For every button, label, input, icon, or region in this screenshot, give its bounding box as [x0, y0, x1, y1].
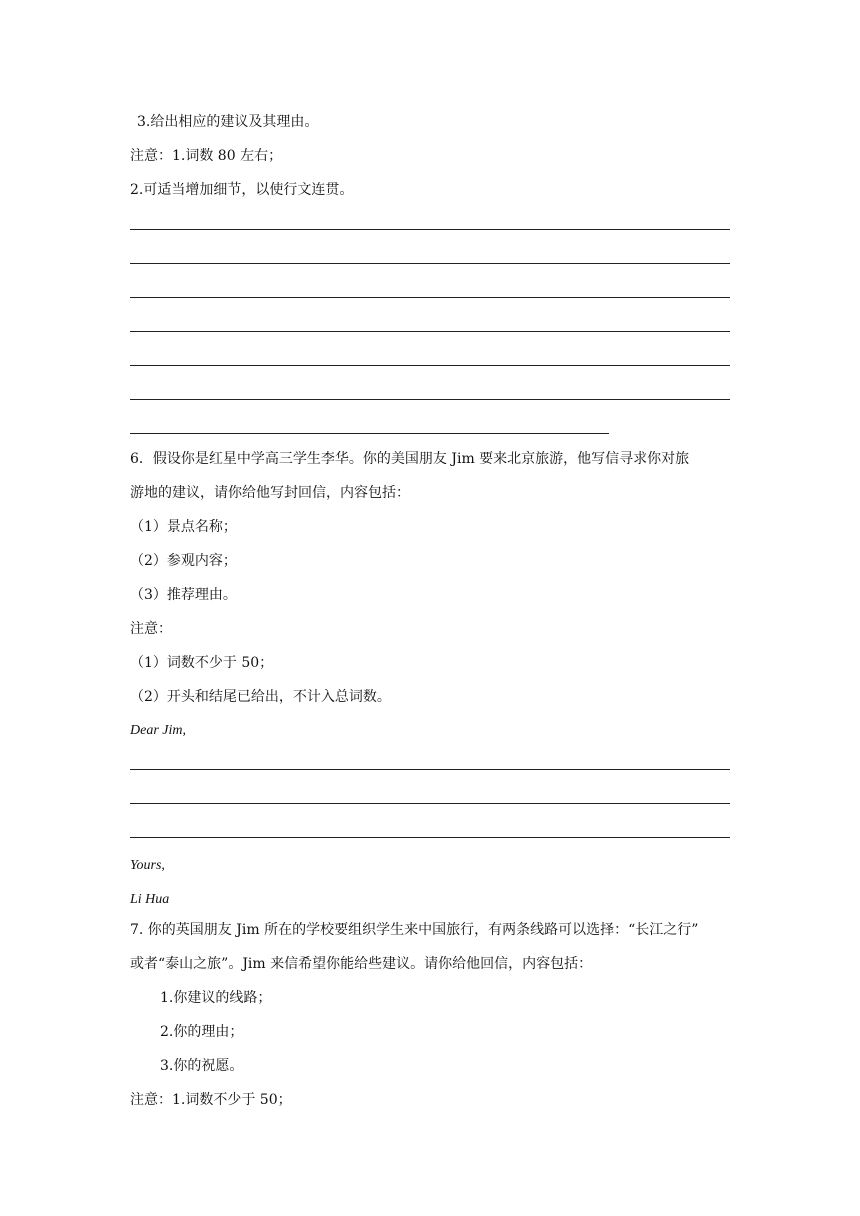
q6-signature: Li Hua: [130, 892, 170, 907]
q6-closing: Yours,: [130, 858, 165, 873]
q6-notes-label: 注意：: [130, 621, 172, 637]
requirement-item-3: 3.给出相应的建议及其理由。: [137, 114, 319, 130]
q6-item-1: （1）景点名称；: [130, 519, 237, 535]
answer-line[interactable]: [130, 433, 609, 434]
q6-prompt-line2: 游地的建议，请你给他写封回信，内容包括：: [130, 485, 410, 501]
answer-line[interactable]: [130, 399, 730, 400]
answer-line[interactable]: [130, 769, 730, 770]
note-details: 2.可适当增加细节，以使行文连贯。: [130, 182, 354, 198]
note-word-count: 注意：1.词数 80 左右；: [130, 148, 283, 164]
answer-line[interactable]: [130, 263, 730, 264]
q7-prompt-line1: 7. 你的英国朋友 Jim 所在的学校要组织学生来中国旅行，有两条线路可以选择：“长江之行”: [130, 922, 699, 938]
answer-line[interactable]: [130, 229, 730, 230]
q7-item-1: 1.你建议的线路；: [160, 990, 272, 1006]
answer-line[interactable]: [130, 365, 730, 366]
q7-note-1: 注意：1.词数不少于 50；: [130, 1092, 292, 1108]
answer-line[interactable]: [130, 297, 730, 298]
answer-line[interactable]: [130, 331, 730, 332]
q6-greeting: Dear Jim,: [130, 723, 186, 738]
q6-item-3: （3）推荐理由。: [130, 587, 237, 603]
answer-line[interactable]: [130, 837, 730, 838]
q7-item-3: 3.你的祝愿。: [160, 1058, 244, 1074]
q6-note-2: （2）开头和结尾已给出，不计入总词数。: [130, 689, 391, 705]
q7-prompt-line2: 或者“泰山之旅”。Jim 来信希望你能给些建议。请你给他回信，内容包括：: [130, 956, 593, 972]
q6-item-2: （2）参观内容；: [130, 553, 237, 569]
q7-item-2: 2.你的理由；: [160, 1024, 244, 1040]
answer-line[interactable]: [130, 803, 730, 804]
q6-prompt-line1: 6．假设你是红星中学高三学生李华。你的美国朋友 Jim 要来北京旅游，他写信寻求你对旅: [130, 451, 690, 467]
q6-note-1: （1）词数不少于 50；: [130, 655, 274, 671]
